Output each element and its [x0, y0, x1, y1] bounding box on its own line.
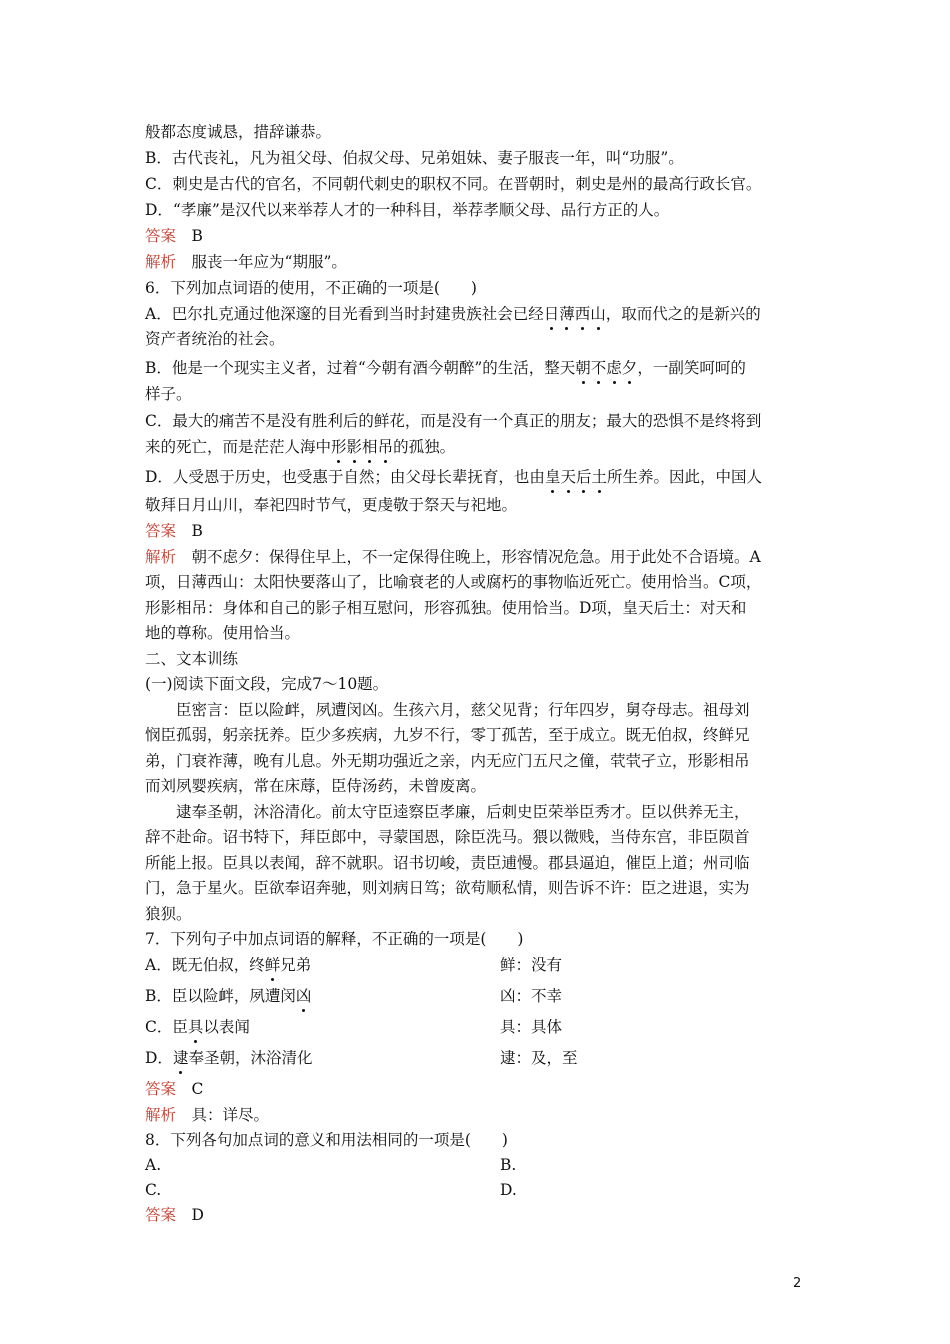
analysis-line — [145, 546, 810, 568]
dotted-char: 具 — [187, 1018, 204, 1036]
q7-option-d — [145, 1047, 810, 1069]
text-segment: ，一副笑呵呵的 — [637, 359, 746, 377]
question-6: 6．下列加点词语的使用，不正确的一项是( ) — [145, 279, 477, 297]
option-b — [145, 357, 810, 379]
text-segment: B．臣以险衅，夙遭闵 — [145, 987, 296, 1005]
question-7: 7．下列句子中加点词语的解释，不正确的一项是( ) — [145, 930, 524, 948]
answer-value: B — [176, 522, 203, 540]
passage-line: 悯臣孤弱，躬亲抚养。臣少多疾病，九岁不行，零丁孤苦，至于成立。既无伯叔，终鲜兄 — [145, 726, 750, 744]
passage-line: 弟，门衰祚薄，晚有儿息。外无期功强近之亲，内无应门五尺之僮，茕茕孑立，形影相吊 — [145, 752, 750, 770]
option-c: C．最大的痛苦不是没有胜利后的鲜花，而是没有一个真正的朋友；最大的恐惧不是终将到 — [145, 412, 762, 430]
dotted-char: 天 — [560, 468, 576, 486]
answer-label: 答案 — [145, 1080, 177, 1098]
answer-label: 答案 — [145, 227, 177, 245]
answer-line — [145, 225, 810, 247]
gloss: 鲜：没有 — [500, 956, 563, 974]
analysis-line — [145, 1104, 810, 1126]
dotted-char: 形 — [331, 438, 347, 456]
dotted-char: 山 — [590, 305, 606, 323]
text-segment: C．臣 — [145, 1018, 188, 1036]
option-d: D．“孝廉”是汉代以来举荐人才的一种科目，举荐孝顺父母、品行方正的人。 — [145, 201, 670, 219]
section-heading: 二、文本训练 — [145, 650, 239, 668]
gloss: 逮：及，至 — [500, 1049, 578, 1067]
text-line: 地的尊称。使用恰当。 — [145, 624, 301, 642]
text-line — [145, 436, 810, 458]
answer-value: D — [176, 1206, 204, 1224]
analysis-text: 具：详尽。 — [176, 1106, 270, 1124]
answer-line — [145, 1078, 810, 1100]
dotted-char: 凶 — [295, 987, 312, 1005]
page-number: 2 — [793, 1276, 802, 1291]
text-segment: A．既无伯叔，终 — [145, 956, 265, 974]
passage-line: 逮奉圣朝，沐浴清化。前太守臣逵察臣孝廉，后刺史臣荣举臣秀才。臣以供养无主， — [145, 803, 750, 821]
text-line: 项，日薄西山：太阳快要落山了，比喻衰老的人或腐朽的事物临近死亡。使用恰当。C项， — [145, 573, 762, 591]
text-segment: D．人受恩于历史，也受惠于自然；由父母长辈抚育，也由 — [145, 468, 545, 486]
passage-line: 臣密言：臣以险衅，夙遭闵凶。生孩六月，慈父见背；行年四岁，舅夺母志。祖母刘 — [145, 701, 750, 719]
text-segment: 来的死亡，而是茫茫人海中 — [145, 438, 332, 456]
q8-option-d: D. — [500, 1181, 517, 1199]
dotted-char: 吊 — [377, 438, 394, 456]
text-segment: D． — [145, 1049, 173, 1067]
text-segment: ，取而代之的是新兴的 — [605, 305, 761, 323]
q8-option-c: C. — [145, 1181, 162, 1199]
gloss: 具：具体 — [500, 1018, 563, 1036]
passage-line: 辞不赴命。诏书特下，拜臣郎中，寻蒙国恩，除臣洗马。猥以微贱，当侍东宫，非臣陨首 — [145, 828, 750, 846]
passage-line: 所能上报。臣具以表闻，辞不就职。诏书切峻，责臣逋慢。郡县逼迫，催臣上道；州司临 — [145, 854, 750, 872]
text-line: 敬拜日月山川，奉祀四时节气，更虔敬于祭天与祀地。 — [145, 496, 518, 514]
text-line: 般都态度诚恳，措辞谦恭。 — [145, 123, 332, 141]
option-a — [145, 303, 810, 325]
dotted-char: 不 — [590, 359, 607, 377]
dotted-char: 影 — [346, 438, 363, 456]
text-segment: A．巴尔扎克通过他深邃的目光看到当时封建贵族社会已经 — [145, 305, 544, 323]
analysis-label: 解析 — [145, 253, 177, 271]
q8-options-row — [145, 1179, 810, 1201]
text-line: 形影相吊：身体和自己的影子相互慰问，形容孤独。使用恰当。D项，皇天后土：对天和 — [145, 599, 747, 617]
text-segment: B．他是一个现实主义者，过着“今朝有酒今朝醉”的生活，整天 — [145, 359, 576, 377]
text-segment: 以表闻 — [203, 1018, 250, 1036]
analysis-label: 解析 — [145, 1106, 177, 1124]
text-line: 资产者统治的社会。 — [145, 330, 285, 348]
answer-line — [145, 1204, 810, 1226]
q8-options-row — [145, 1154, 810, 1176]
answer-label: 答案 — [145, 522, 177, 540]
dotted-char: 西 — [574, 305, 591, 323]
q7-option-b — [145, 985, 810, 1007]
dotted-char: 逮 — [172, 1049, 189, 1067]
answer-value: C — [176, 1080, 204, 1098]
analysis-label: 解析 — [145, 548, 177, 566]
text-segment: 的孤独。 — [393, 438, 456, 456]
dotted-char: 虑 — [606, 359, 622, 377]
dotted-char: 薄 — [559, 305, 575, 323]
text-segment: 兄弟 — [280, 956, 312, 974]
passage-line: 门，急于星火。臣欲奉诏奔驰，则刘病日笃；欲苟顺私情，则告诉不许：臣之进退，实为 — [145, 879, 750, 897]
analysis-text: 朝不虑夕：保得住早上，不一定保得住晚上，形容情况危急。用于此处不合语境。A — [176, 548, 761, 566]
dotted-char: 夕 — [621, 359, 638, 377]
q7-option-c — [145, 1016, 810, 1038]
option-d — [145, 466, 810, 488]
passage-line: 而刘夙婴疾病，常在床蓐，臣侍汤药，未曾废离。 — [145, 777, 487, 795]
option-b: B．古代丧礼，凡为祖父母、伯叔父母、兄弟姐妹、妻子服丧一年，叫“功服”。 — [145, 149, 684, 167]
dotted-char: 相 — [362, 438, 378, 456]
q8-option-b: B. — [500, 1156, 517, 1174]
dotted-char: 日 — [543, 305, 560, 323]
analysis-text: 服丧一年应为“期服”。 — [176, 253, 347, 271]
dotted-char: 皇 — [544, 468, 561, 486]
dotted-char: 鲜 — [264, 956, 281, 974]
q8-option-a: A. — [145, 1156, 162, 1174]
text-segment: 奉圣朝，沐浴清化 — [188, 1049, 313, 1067]
subsection-heading: (一)阅读下面文段，完成7～10题。 — [145, 675, 389, 693]
text-line: 样子。 — [145, 385, 192, 403]
answer-value: B — [176, 227, 203, 245]
option-c: C．刺史是古代的官名，不同朝代刺史的职权不同。在晋朝时，刺史是州的最高行政长官。 — [145, 175, 762, 193]
text-segment: 所生养。因此，中国人 — [607, 468, 763, 486]
gloss: 凶：不幸 — [500, 987, 563, 1005]
q7-option-a — [145, 954, 810, 976]
dotted-char: 后 — [575, 468, 592, 486]
passage-line: 狼狈。 — [145, 905, 192, 923]
question-8: 8．下列各句加点词的意义和用法相同的一项是( ) — [145, 1131, 508, 1149]
answer-line — [145, 520, 810, 542]
dotted-char: 土 — [591, 468, 607, 486]
dotted-char: 朝 — [575, 359, 591, 377]
analysis-line — [145, 251, 810, 273]
answer-label: 答案 — [145, 1206, 177, 1224]
